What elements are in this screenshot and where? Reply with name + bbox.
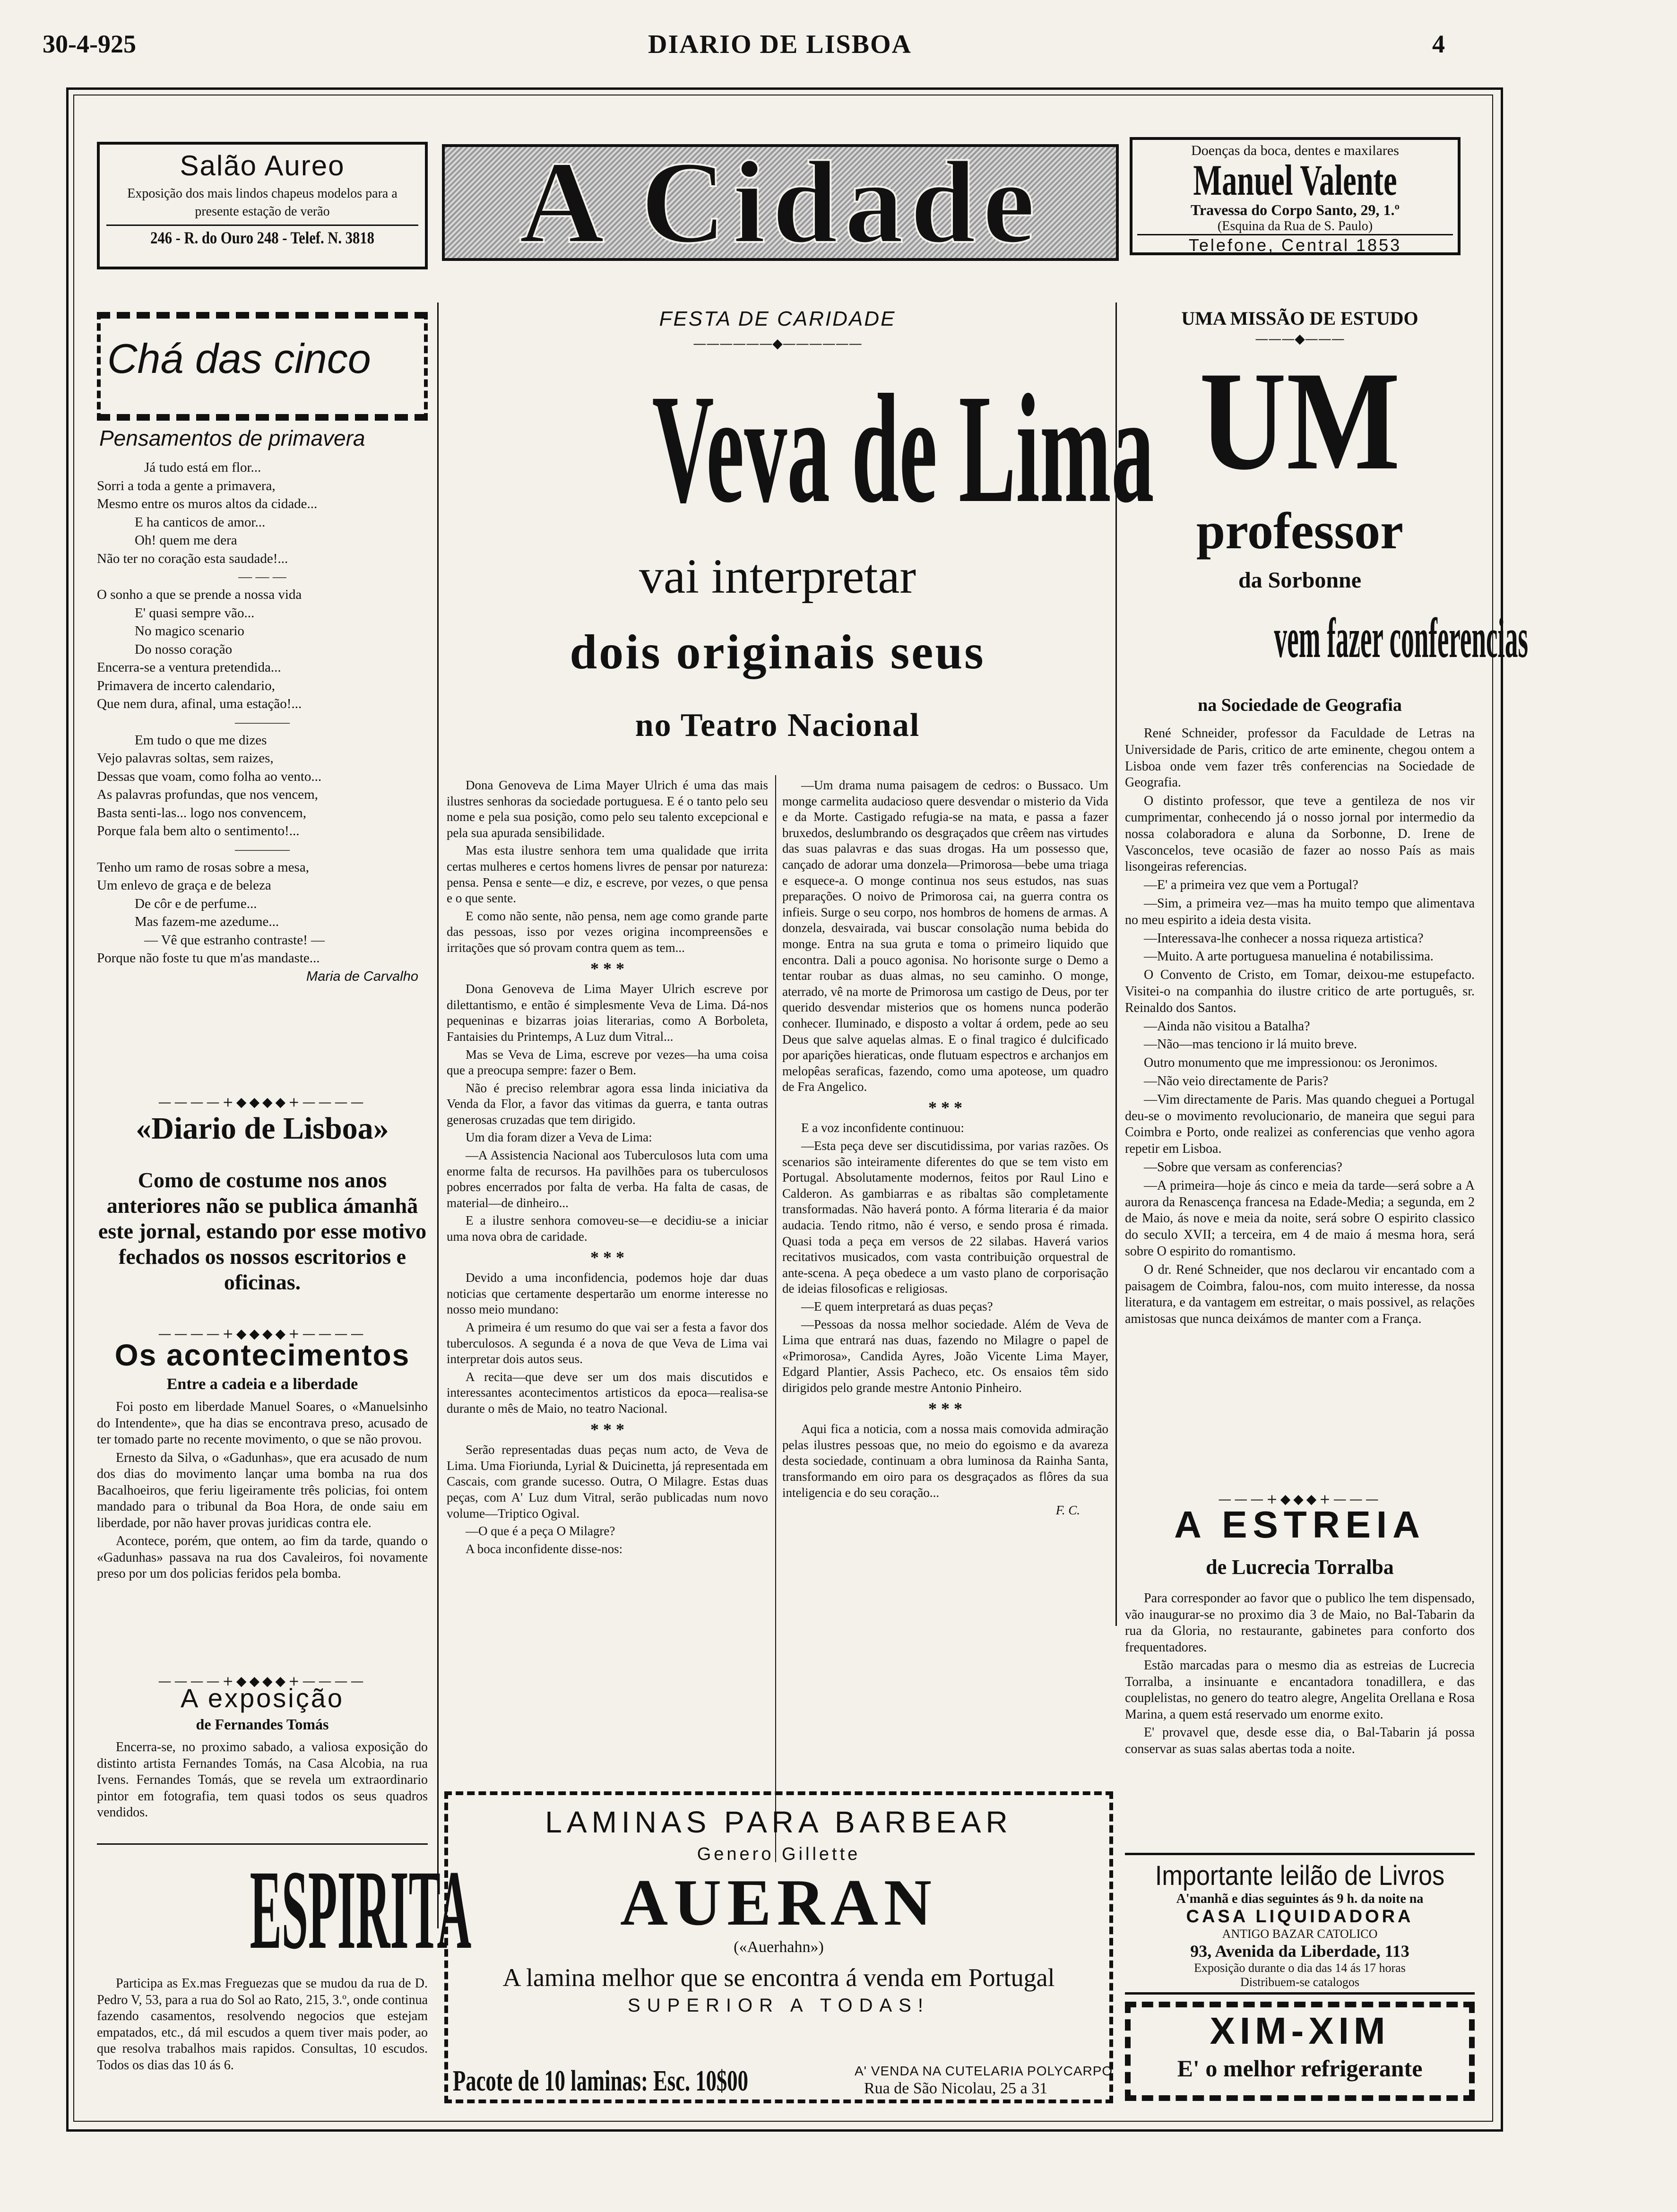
poem-line: Porque fala bem alto o sentimento!...	[97, 823, 300, 838]
column-rule-1	[437, 302, 439, 1928]
poem-line: Mesmo entre os muros altos da cidade...	[97, 496, 318, 511]
headline-4: no Teatro Nacional	[635, 707, 920, 743]
laminas-brand-sub: («Auerhahn»)	[734, 1938, 824, 1956]
professor-headline: professor	[1196, 502, 1403, 560]
salao-address: 246 - R. do Ouro 248 - Telef. N. 3818	[150, 228, 374, 247]
paragraph: —A primeira—hoje ás cinco e meia da tarde—será sobre a A aurora da Renascença francesa na Edade-Media; a segunda, em 2 de Maio, ás nove e meia da noite, será sobre O espirito classico do seculo XVII; a terceira, em 4 de maio á mesma hora, será sobre O espirito do romantismo.	[1125, 1178, 1475, 1259]
paragraph: —O que é a peça O Milagre?	[466, 1524, 615, 1538]
poem-line: Porque não foste tu que m'as mandaste...	[97, 950, 320, 966]
ad-xim-xim	[1125, 2002, 1475, 2101]
headline-main: Veva de Lima	[652, 363, 1154, 535]
poem-line: De côr e de perfume...	[135, 896, 257, 911]
ornament-divider: ————+◆◆◆◆+————	[158, 1094, 367, 1110]
paragraph: Serão representadas duas peças num acto, de Veva de Lima. Uma Fioriunda, Lyrial & Duicinetta, já representada em Cascais, com grande sucesso. Outra, O Milagre. Estas duas peças, com A' Luz dum Vitral, serão publicadas num novo volume—Triptico Ogival.	[447, 1443, 768, 1521]
ornament-divider: ————+◆◆◆◆+————	[158, 1673, 367, 1689]
stars-divider: * * *	[590, 1419, 624, 1439]
poem-line: Basta senti-las... logo nos convencem,	[97, 805, 306, 821]
poem-line: Tenho um ramo de rosas sobre a mesa,	[97, 859, 309, 875]
paragraph: —Não veio directamente de Paris?	[1144, 1073, 1329, 1089]
laminas-price: Pacote de 10 laminas: Esc. 10$00	[453, 2065, 748, 2097]
ad-salao-aureo	[97, 142, 428, 269]
notice-text: Como de costume nos anos anteriores não se publica ámanhã este jornal, estando por esse motivo fechados os nossos escritorios e oficinas.	[98, 1168, 427, 1294]
poem-line: Não ter no coração esta saudade!...	[97, 551, 288, 566]
paragraph: Acontece, porém, que ontem, ao fim da tarde, quando o «Gadunhas» passava na rua dos Cavaleiros, foi novamente preso por um dos policias feridos pela bomba.	[97, 1534, 428, 1581]
newspaper-title: DIARIO DE LISBOA	[648, 30, 912, 59]
paragraph: —Muito. A arte portuguesa manuelina é notabilissima.	[1144, 949, 1434, 964]
poem-line: Em tudo o que me dizes	[135, 732, 267, 748]
vem-headline: vem fazer conferencias	[1274, 606, 1528, 669]
exposicao-sub: de Fernandes Tomás	[196, 1716, 329, 1733]
paragraph: Devido a uma inconfidencia, podemos hoje dar duas noticias que certamente despertarão um enorme interesse no nosso meio mundano:	[447, 1270, 768, 1317]
leilao-line5: Exposição durante o dia das 14 ás 17 horas	[1194, 1961, 1406, 1975]
cha-das-cinco-box	[97, 312, 428, 421]
kicker-ornament: ———◆———	[1255, 331, 1345, 346]
paragraph: Aqui fica a noticia, com a nossa mais comovida admiração pelas ilustres pessoas que, no meio do egoismo e da avareza desta sociedade, continuam a obra luminosa da Rainha Santa, transformando em oiro para os desgraçados as flôres da sua inteligencia e do seu coração...	[782, 1422, 1108, 1500]
paragraph: Não é preciso relembrar agora essa linda iniciativa da Venda da Flor, a favor das vitimas da guerra, e tanta outras generosas cruzadas que tem dirigido.	[447, 1080, 768, 1127]
page-number: 4	[1432, 30, 1445, 58]
paragraph: Mas se Veva de Lima, escreve por vezes—ha uma coisa que a preocupa sempre: fazer o Bem.	[447, 1047, 768, 1078]
stars-divider: * * *	[928, 1399, 962, 1418]
poem-line: Já tudo está em flor...	[144, 460, 261, 475]
leilao-line3: ANTIGO BAZAR CATOLICO	[1222, 1927, 1378, 1941]
paragraph: Outro monumento que me impressionou: os Jeronimos.	[1144, 1055, 1438, 1071]
paragraph: Ernesto da Silva, o «Gadunhas», que era acusado de num dos dias do movimento lançar uma bomba na rua dos Bacalhoeiros, que feriu ligeiramente três policias, foi ontem mandado para o tribunal da Boa Hora, de onde saiu em liberdade, por não haver provas juridicas contra ele.	[97, 1450, 428, 1530]
poem-line: — Vê que estranho contraste! —	[144, 932, 325, 948]
estreia-sub: de Lucrecia Torralba	[1206, 1555, 1394, 1579]
paragraph: —Pessoas da nossa melhor sociedade. Além de Veva de Lima que entrará nas duas, fazendo no Milagre o papel de «Primorosa», Candida Ayres, João Vicente Lima Mayer, Edgard Plantier, Assis Pacheco, etc. Os ensaios têm sido dirigidos pelo grande mestre Antonio Pinheiro.	[782, 1317, 1108, 1395]
valente-phone: Telefone, Central 1853	[1137, 234, 1453, 255]
page-date: 30-4-925	[43, 30, 136, 58]
poem-line: Dessas que voam, como folha ao vento...	[97, 769, 322, 784]
poem-line: E' quasi sempre vão...	[135, 605, 255, 621]
article-column-2	[782, 778, 1108, 1519]
poem-line: As palavras profundas, que nos vencem,	[97, 787, 318, 802]
paragraph: —E' a primeira vez que vem a Portugal?	[1144, 878, 1358, 893]
valente-address: Travessa do Corpo Santo, 29, 1.º	[1191, 201, 1400, 218]
paragraph: —Não—mas tenciono ir lá muito breve.	[1144, 1037, 1357, 1052]
stars-divider: * * *	[590, 959, 624, 978]
poem-title: Pensamentos de primavera	[99, 426, 365, 450]
leilao-line6: Distribuem-se catalogos	[1240, 1975, 1359, 1989]
espirita-title-box	[97, 1847, 472, 1972]
paragraph: —E quem interpretará as duas peças?	[801, 1299, 993, 1313]
estreia-text	[1125, 1590, 1475, 1759]
espirita-title: ESPIRITA	[250, 1847, 472, 1972]
paragraph: Estão marcadas para o mesmo dia as estreias de Lucrecia Torralba, a insinuante e encantadora tonadillera, e das couplelistas, no genero do teatro alegre, Angelita Orellana e Rosa Marina, a quem está reservado um enorme exito.	[1125, 1658, 1475, 1722]
estreia-title: A ESTREIA	[1174, 1503, 1426, 1546]
paragraph: Participa as Ex.mas Freguezas que se mudou da rua de D. Pedro V, 53, para a rua do Sol ao Rato, 215, 3.º, onde continua fazendo casamentos, resolvendo negocios que estejam empatados, etc., dá mil escudos a quem tiver mais poder, ao que resolva trabalhos mais rapidos. Consultas, 10 escudos. Todos os dias das 10 ás 6.	[97, 1976, 428, 2073]
paragraph: A boca inconfidente disse-nos:	[466, 1541, 623, 1556]
paragraph: E a ilustre senhora comoveu-se—e decidiu-se a iniciar uma nova obra de caridade.	[447, 1213, 768, 1244]
paragraph: —Um drama numa paisagem de cedros: o Bussaco. Um monge carmelita audacioso quere desvendar o misterio da Vida e da Morte. Castigado refugia-se na mata, e passa a fazer bruxedos, deslumbrando os desgraçados que crêem nas virtudes das suas palavras e das suas drogas. Ha um possesso que, cançado de adorar uma donzela—Primorosa—bebe uma triaga e esquece-a. O monge continua nos seus estudos, nas suas preparações. O noivo de Primorosa cai, na guerra contra os infieis. Surge o seu corpo, nos hombros de homens de armas. A donzela, desvairada, vai buscar consolação numa bebida do monge. Entra na sua gruta e toma o primeiro liquido que encontra. Dali a pouco agonisa. No horisonte surge o Demo a tentar roubar as duas almas, no seu caminho. O monge, aterrado, vê na morte de Primorosa um castigo de Deus, por ter querido desvendar misterios que os homens nunca poderão conhecer. Iluminado, e disposto a voltar á ordem, pede ao seu Deus que salve aquelas almas. E o final tragico é dulcificado por aparições hieraticas, onde flutuam espectros e archanjos em melopêas seraficas, fazendo, como uma apoteose, um quadro de Fra Angelico.	[782, 778, 1108, 1094]
paragraph: A primeira é um resumo do que vai ser a festa a favor dos tuberculosos. A segunda é a nova de que Veva de Lima vai interpretar dois autos seus.	[447, 1320, 768, 1366]
valente-name: Manuel Valente	[1193, 156, 1397, 204]
laminas-slogan: A lamina melhor que se encontra á venda em Portugal	[502, 1963, 1055, 1992]
paragraph: O Convento de Cristo, em Tomar, deixou-me estupefacto. Visitei-o na companhia do ilustre critico de arte português, sr. Reinaldo dos Santos.	[1125, 968, 1475, 1015]
article-signature: F. C.	[1055, 1503, 1080, 1518]
poem-block: Já tudo está em flor... Sorri a toda a gente a primavera, Mesmo entre os muros altos da cidade... E ha canticos de amor... Oh! quem me dera Não ter no coração esta saudade!... — — — O sonho a que se prende a nossa vida E' quasi sempre vão... No magico scenario Do nosso coração Encerra-se a ventura pretendida... Primavera de incerto calendario, Que nem dura, afinal, uma estação!... ———— Em tudo o que me dizes Vejo palavras soltas, sem raizes, Dessas que voam, como folha ao vento... As palavras profundas, que nos vencem, Basta senti-las... logo nos convencem, Porque fala bem alto o sentimento!... ———— Tenho um ramo de rosas sobre a mesa, Um enlevo de graça e de beleza De côr e de perfume... Mas fazem-me azedume... — Vê que estranho contraste! — Porque não foste tu que m'as mandaste... Maria de Carvalho	[97, 458, 428, 985]
paragraph: O dr. René Schneider, que nos declarou vir encantado com a paisagem de Coimbra, falou-nos, com muito interesse, da nossa literatura, e da vantagem em estreitar, o mais possivel, as relações amistosas que nunca deixámos de manter com a França.	[1125, 1262, 1475, 1327]
poem-line: Oh! quem me dera	[135, 533, 237, 548]
ad-leilao	[1125, 1853, 1475, 1995]
leilao-line1: A'manhã e dias seguintes ás 9 h. da noite na	[1176, 1892, 1424, 1906]
paragraph: René Schneider, professor da Faculdade de Letras na Universidade de Paris, critico de arte eminente, chegou ontem a Lisboa onde vem fazer três conferencias na Sociedade de Geografia.	[1125, 726, 1475, 790]
stars-divider: * * *	[928, 1097, 962, 1117]
ornament-divider: ————+◆◆◆◆+————	[158, 1326, 367, 1341]
kicker-ornament: ——————◆——————	[693, 336, 862, 351]
poem-line: Que nem dura, afinal, uma estação!...	[97, 696, 302, 711]
center-kicker: FESTA DE CARIDADE	[659, 307, 896, 330]
ornament-divider: ———+◆◆◆+———	[1218, 1491, 1382, 1507]
paragraph: E como não sente, não pensa, nem age como grande parte das pessoas, isso por vezes origina incompreensões e irritações que só provam contra quem as tem...	[447, 908, 768, 955]
acontecimentos-sub: Entre a cadeia e a liberdade	[166, 1375, 358, 1393]
headline-2: vai interpretar	[639, 549, 916, 604]
article-column-1	[447, 778, 768, 1559]
poem-line: Do nosso coração	[135, 641, 233, 657]
laminas-shop-address: Rua de São Nicolau, 25 a 31	[864, 2080, 1048, 2097]
sociedade-headline: na Sociedade de Geografia	[1198, 695, 1402, 715]
headline-box	[447, 359, 1154, 539]
xim-title: XIM-XIM	[1210, 2010, 1390, 2052]
column-rule-3	[775, 775, 776, 1862]
ad-manuel-valente	[1130, 137, 1461, 255]
paragraph: Foi posto em liberdade Manuel Soares, o «Manuelsinho do Intendente», que ha dias se encontrava preso, acusado de ter tomado parte no recente movimento, o que se não provou.	[97, 1400, 428, 1447]
valente-corner: (Esquina da Rua de S. Paulo)	[1217, 219, 1373, 233]
leilao-line2: CASA LIQUIDADORA	[1186, 1907, 1414, 1927]
laminas-superior: SUPERIOR A TODAS!	[628, 1995, 930, 2016]
leilao-title: Importante leilão de Livros	[1155, 1860, 1445, 1891]
cha-title: Chá das cinco	[107, 335, 371, 382]
paragraph: —Interessava-lhe conhecer a nossa riqueza artistica?	[1144, 931, 1424, 946]
ad-laminas	[444, 1791, 1113, 2103]
stars-divider: * * *	[590, 1247, 624, 1267]
espirita-text	[97, 1976, 428, 2075]
paragraph: Um dia foram dizer a Veva de Lima:	[466, 1130, 652, 1145]
poem-line: Encerra-se a ventura pretendida...	[97, 660, 281, 675]
poem-line: Um enlevo de graça e de beleza	[97, 878, 271, 893]
right-kicker: UMA MISSÃO DE ESTUDO	[1181, 308, 1418, 329]
right-article	[1125, 726, 1475, 1330]
paragraph: Dona Genoveva de Lima Mayer Ulrich escreve por dilettantismo, e então é simplesmente Veva de Lima. Dá-nos pequeninas e bizarras joias literarias, como A Borboleta, Fantaisies du Printemps, A Luz dum Vitral...	[447, 982, 768, 1044]
divider	[97, 1843, 428, 1845]
um-box	[1125, 342, 1475, 499]
headline-3: dois originais seus	[570, 625, 985, 679]
paragraph: —Sim, a primeira vez—mas ha muito tempo que alimentava no meu espirito a ideia desta visita.	[1125, 896, 1475, 927]
acontecimentos-text	[97, 1399, 428, 1584]
poem-line: Mas fazem-me azedume...	[135, 914, 279, 929]
poem-author: Maria de Carvalho	[306, 968, 418, 984]
paragraph: O distinto professor, que teve a gentileza de nos vir cumprimentar, conhecendo já o nosso jornal por intermedio da nossa colaboradora e aluna da Sorbonne, D. Irene de Vasconcelos, teve ocasião de fazer ao nosso País as mais lisongeiras referencias.	[1125, 794, 1475, 874]
paragraph: Mas esta ilustre senhora tem uma qualidade que irrita certas mulheres e certos homens livres de pensar por natureza: pensa. Pensa e sente—e diz, e escreve, por vezes, o que pensa e o que sente.	[447, 843, 768, 906]
poem-line: Primavera de incerto calendario,	[97, 678, 275, 693]
poem-line: O sonho a que se prende a nossa vida	[97, 587, 302, 602]
masthead	[442, 137, 1119, 268]
poem-line: No magico scenario	[135, 623, 244, 639]
notice-title: «Diario de Lisboa»	[136, 1111, 389, 1146]
poem-line: E ha canticos de amor...	[135, 514, 266, 530]
poem-line: Sorri a toda a gente a primavera,	[97, 478, 276, 493]
salao-text: Exposição dos mais lindos chapeus modelos para a presente estação de verão	[127, 186, 398, 219]
paragraph: Para corresponder ao favor que o publico lhe tem dispensado, vão inaugurar-se no proximo dia 3 de Maio, no Bal-Tabarin da rua da Gloria, no restaurante, gabinetes para conforto dos frequentadores.	[1125, 1591, 1475, 1655]
paragraph: E a voz inconfidente continuou:	[801, 1121, 964, 1135]
um-headline: UM	[1199, 342, 1400, 499]
laminas-line1: LAMINAS PARA BARBEAR	[545, 1805, 1012, 1839]
paragraph: —A Assistencia Nacional aos Tuberculosos luta com uma enorme falta de recursos. Ha pavilhões para os tuberculosos pobres encerrados por falta de verba. Ha falta de casas, de material—de dinheiro...	[447, 1148, 768, 1210]
masthead-title: A Cidade	[519, 137, 1042, 268]
paragraph: —Ainda não visitou a Batalha?	[1144, 1019, 1310, 1034]
paragraph: —Esta peça deve ser discutidissima, por varias razões. Os scenarios são inteiramente diferentes do que se tem visto em Portugal. Absolutamente modernos, feitos por Raul Lino e Calderon. As gambiarras e as ribaltas são completamente transformadas. Não haverá ponto. A fórma literaria é da maior audacia. Tendo ritmo, não é verso, e sendo prosa é rimada. Quasi toda a peça em versos de 22 silabas. Haverá varios recitativos musicados, com vasta contribuição orquestral de ante-scena. A peça obedece a um vasto plano de corporisação de ideias filosoficas e religiosas.	[782, 1139, 1108, 1296]
paragraph: —Sobre que versam as conferencias?	[1144, 1159, 1342, 1175]
vem-box	[1125, 603, 1528, 674]
laminas-brand: AUERAN	[620, 1866, 937, 1939]
laminas-shop: A' VENDA NA CUTELARIA POLYCARPO	[855, 2064, 1113, 2078]
paragraph: A recita—que deve ser um dos mais discutidos e interessantes acontecimentos artisticos da epoca—realisa-se durante o mês de Maio, no teatro Nacional.	[447, 1369, 768, 1416]
acontecimentos-title: Os acontecimentos	[114, 1338, 410, 1372]
paragraph: E' provavel que, desde esse dia, o Bal-Tabarin já possa conservar as suas salas abertas toda a noite.	[1125, 1725, 1475, 1756]
valente-specialty: Doenças da boca, dentes e maxilares	[1191, 143, 1399, 158]
paragraph: —Vim directamente de Paris. Mas quando cheguei a Portugal deu-se o movimento revolucionario, de maneira que segui para Coimbra e Porto, onde realizei as conferencias que venho agora repetir em Lisboa.	[1125, 1092, 1475, 1157]
paragraph: Dona Genoveva de Lima Mayer Ulrich é uma das mais ilustres senhoras da sociedade portuguesa. E é o tanto pelo seu nome e pela sua posição, como pelo seu talento excepcional e pela sua apurada sensibilidade.	[447, 778, 768, 840]
leilao-line4: 93, Avenida da Liberdade, 113	[1190, 1942, 1409, 1961]
exposicao-text	[97, 1739, 428, 1823]
exposicao-title: A exposição	[181, 1683, 344, 1713]
laminas-line2: Genero Gillette	[697, 1844, 861, 1864]
paragraph: Encerra-se, no proximo sabado, a valiosa exposição do distinto artista Fernandes Tomás, na Casa Alcobia, na rua Ivens. Fernandes Tomás, que se revela um extraordinario pintor em fotografia, tem quasi todos os seus quadros vendidos.	[97, 1740, 428, 1820]
poem-line: Vejo palavras soltas, sem raizes,	[97, 751, 274, 766]
salao-name: Salão Aureo	[180, 150, 345, 181]
sorbonne-headline: da Sorbonne	[1238, 568, 1362, 593]
xim-sub: E' o melhor refrigerante	[1177, 2055, 1423, 2082]
